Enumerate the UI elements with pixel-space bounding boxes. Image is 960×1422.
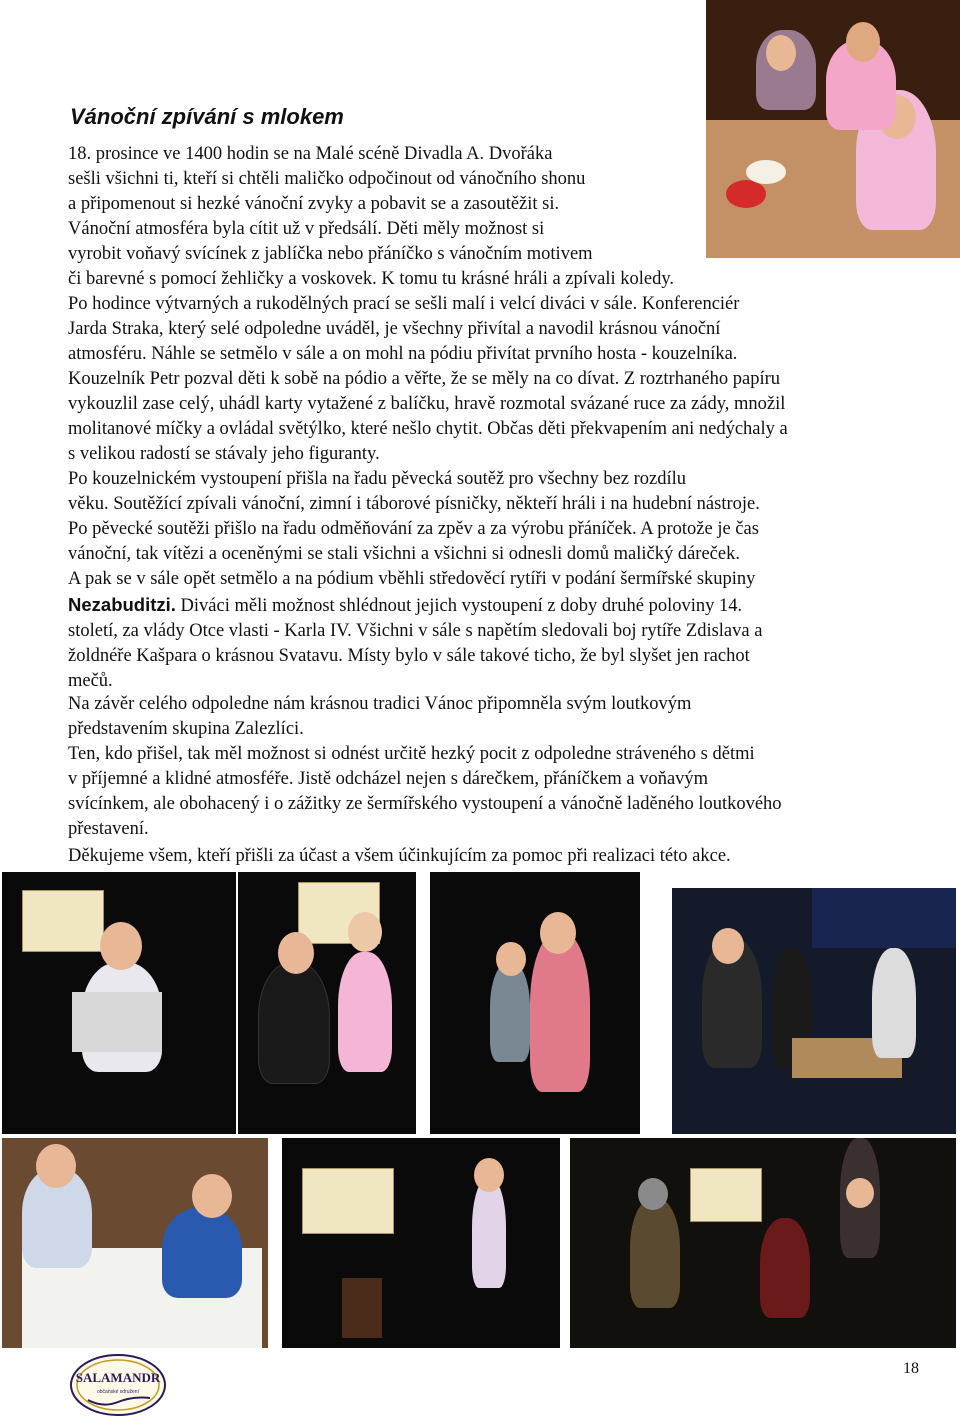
knights-text-after: Diváci měli možnost shlédnout jejich vystoupení z doby druhé poloviny 14. století, za vlády Otce vlasti - Karla IV. Všichni v sále s napětím sledovali boj rytíře Zdislava a žoldnéře Kašpara o krásnou Svatavu. Místy bylo v sále takové ticho, že byl slyšet jen rachot mečů.	[68, 596, 763, 691]
group-name: Nezabuditzi.	[68, 594, 176, 615]
paragraph-show: Po hodince výtvarných a rukodělných prací se sešli malí i velcí diváci v sále. Konferenciér Jarda Straka, který selé odpoledne uváděl, je všechny přivítal a navodil krásnou vánoční atmosféru. Náhle se setmělo v sále a on mohl na pódiu přivítat prvního hosta - kouzelníka. Kouzelník Petr pozval děti k sobě na pódio a věřte, že se měly na co dívat. Z roztrhaného papíru vykouzlil zase celý, uhádl karty vytažené z balíčku, hravě rozmotal svázané ruce za zády, množil molitanové míčky a ovládal světýlko, které nešlo chytit. Občas děti překvapením ani nedýchaly a s velikou radostí se stávaly jeho figuranty.	[68, 294, 788, 464]
photo-children-crafts	[706, 0, 960, 258]
photo-flute-girl	[430, 872, 640, 1134]
svg-text:SALAMANDR: SALAMANDR	[75, 1370, 161, 1385]
photo-singing-girl	[282, 1138, 560, 1348]
svg-text:občanské sdružení: občanské sdružení	[97, 1389, 139, 1395]
photo-knights-fight	[570, 1138, 956, 1348]
knights-text-before: A pak se v sále opět setmělo a na pódium vběhli středověcí rytíři v podání šermířské skupiny	[68, 569, 756, 589]
paragraph-thanks: Děkujeme všem, kteří přišli za účast a všem účinkujícím za pomoc při realizaci této akce.	[68, 846, 731, 866]
paragraph-puppets: Na závěr celého odpoledne nám krásnou tradici Vánoc připomněla svým loutkovým představením skupina Zalezlíci.	[68, 694, 692, 739]
salamandr-logo	[68, 1352, 168, 1418]
photo-stage-singers	[672, 888, 956, 1134]
article-title: Vánoční zpívání s mlokem	[70, 104, 344, 129]
photo-magician	[238, 872, 416, 1134]
paragraph-awards: Po pěvecké soutěži přišlo na řadu odměňování za zpěv a za výrobu přáníček. A protože je čas vánoční, tak vítězi a oceněnými se stali všichni a všichni si odnesli domů maličký dáreček.	[68, 519, 759, 564]
paragraph-knights	[68, 567, 918, 694]
photo-kids-painting	[2, 1138, 268, 1348]
paragraph-singing-contest: Po kouzelnickém vystoupení přišla na řadu pěvecká soutěž pro všechny bez rozdílu věku. Soutěžící zpívali vánoční, zimní i táborové písničky, někteří hráli i na hudební nástroje.	[68, 469, 760, 514]
paragraph-summary: Ten, kdo přišel, tak měl možnost si odnést určitě hezký pocit z odpoledne stráveného s dětmi v příjemné a klidné atmosféře. Jistě odcházel nejen s dárečkem, přáníčkem a voňavým svícínkem, ale obohacený i o zážitky ze šermířského vystoupení a vánočně laděného loutkového přestavení.	[68, 744, 782, 839]
intro-paragraph: 18. prosince ve 1400 hodin se na Malé scéně Divadla A. Dvořáka sešli všichni ti, kteří si chtěli maličko odpočinout od vánočního shonu a připomenout si hezké vánoční zvyky a pobavit se a zasoutěžit si. Vánoční atmosféra byla cítit už v předsálí. Děti měly možnost si vyrobit voňavý svícínek z jablíčka nebo přáníčko s vánočním motivem či barevné s pomocí žehličky a voskovek. K tomu tu krásné hráli a zpívali koledy.	[68, 144, 675, 289]
page-number: 18	[903, 1360, 919, 1377]
photo-accordion-girl	[2, 872, 236, 1134]
